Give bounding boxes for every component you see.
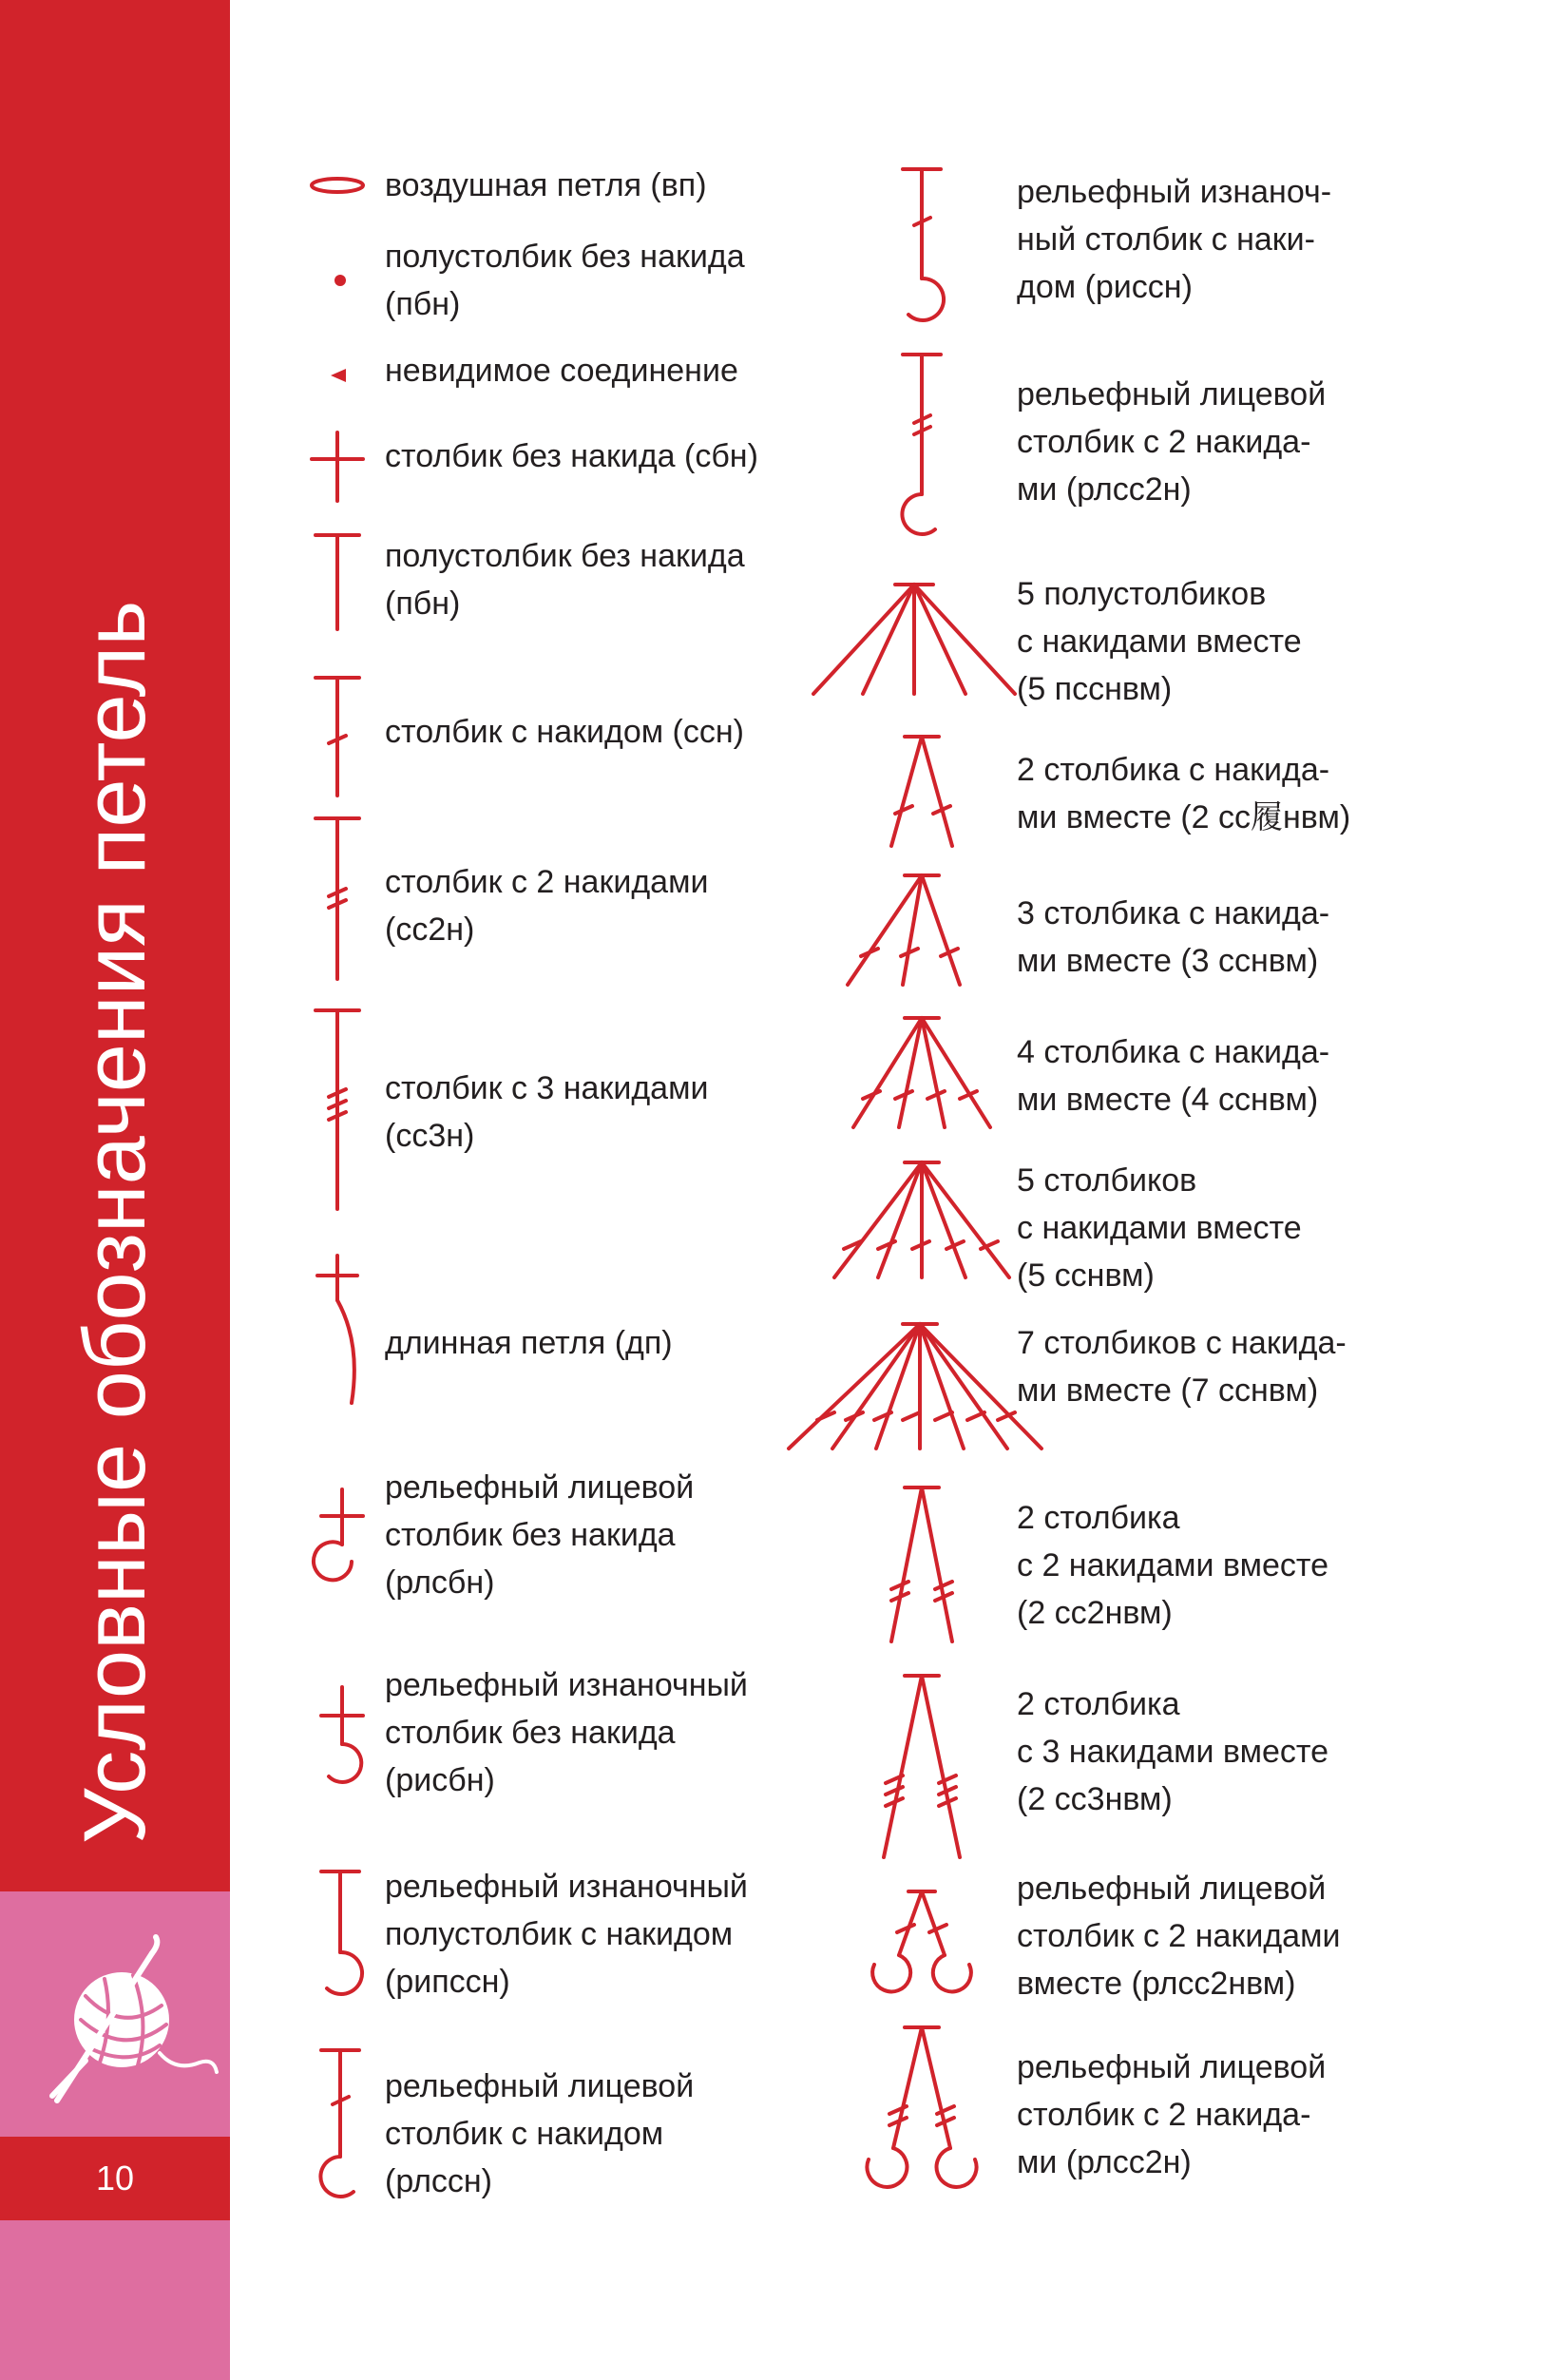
legend-label: 5 полустолбиков с накидами вместе (5 псснвм) — [1017, 576, 1302, 707]
dot-icon — [304, 271, 371, 290]
legend-label: рельефный изнаноч- ный столбик с наки- дом (риссн) — [1017, 174, 1332, 305]
legend-label: рельефный лицевой столбик с накидом (рлссн) — [385, 2068, 695, 2199]
legend-label: воздушная петля (вп) — [385, 167, 707, 203]
legend-label: 2 столбика с 2 накидами вместе (2 сс2нвм) — [1017, 1500, 1328, 1631]
yarn-ball-icon — [48, 1929, 219, 2110]
legend-label: 4 столбика с накида- ми вместе (4 сснвм) — [1017, 1034, 1330, 1118]
legend-label: рельефный лицевой столбик без накида (рлсбн) — [385, 1469, 695, 1601]
double-crochet-icon — [304, 675, 371, 798]
front-post-sc-icon — [304, 1488, 371, 1592]
page-title-wrap — [67, 276, 162, 1844]
legend-label: столбик с 3 накидами (сс3н) — [385, 1070, 709, 1154]
legend-label: 2 столбика с накида- ми вместе (2 сс履нвм) — [1017, 752, 1351, 835]
legend-label: рельефный лицевой столбик с 2 накида- ми (рлсс2н) — [1017, 2049, 1327, 2180]
legend-label: столбик с 2 накидами (сс2н) — [385, 864, 709, 948]
legend-label: рельефный изнаночный полустолбик с накидом (рипссн) — [385, 1869, 748, 2000]
sidebar — [0, 0, 230, 2380]
tr2tog-icon — [836, 1485, 1007, 1646]
back-post-hdc-icon — [304, 1869, 371, 2002]
dc3tog-icon — [817, 873, 1007, 991]
dtr2tog-icon — [836, 1673, 1007, 1861]
back-post-sc-icon — [304, 1685, 371, 1795]
front-post-tr-icon — [836, 352, 1007, 542]
legend-label: рельефный изнаночный столбик без накида (рисбн) — [385, 1667, 748, 1798]
legend-label: 3 столбика с накида- ми вместе (3 сснвм) — [1017, 895, 1330, 979]
double-treble-crochet-icon — [304, 1008, 371, 1212]
long-loop-icon — [304, 1253, 371, 1405]
back-post-dc-icon — [836, 166, 1007, 328]
hdc5tog-icon — [808, 582, 1017, 701]
legend-label: полустолбик без накида (пбн) — [385, 538, 745, 622]
front-post-tr2tog-icon — [836, 1889, 1007, 1993]
slip-stitch-icon — [304, 361, 371, 390]
legend-label: 2 столбика с 3 накидами вместе (2 сс3нвм) — [1017, 1686, 1328, 1817]
front-post-dc-icon — [304, 2047, 371, 2204]
legend-label: 5 столбиков с накидами вместе (5 сснвм) — [1017, 1162, 1302, 1294]
page-title: Условные обозначения петель — [67, 600, 163, 1844]
legend-label: невидимое соединение — [385, 353, 738, 389]
legend-label: рельефный лицевой столбик с 2 накидами вместе (рлсс2нвм) — [1017, 1871, 1341, 2002]
dc2tog-icon — [836, 734, 1007, 853]
chain-stitch-icon — [304, 171, 371, 200]
legend-label: столбик без накида (сбн) — [385, 438, 758, 474]
dc5tog-icon — [827, 1160, 1017, 1283]
legend-label: рельефный лицевой столбик с 2 накида- ми (рлсс2н) — [1017, 376, 1327, 508]
page-number: 10 — [95, 2159, 135, 2198]
legend-label: длинная петля (дп) — [385, 1325, 673, 1361]
legend-label: 7 столбиков с накида- ми вместе (7 сснвм) — [1017, 1325, 1347, 1409]
legend-label: столбик с накидом (ссн) — [385, 714, 744, 750]
dc7tog-icon — [787, 1321, 1043, 1454]
half-double-crochet-icon — [304, 532, 371, 632]
treble-crochet-icon — [304, 816, 371, 982]
single-crochet-icon — [304, 432, 371, 504]
front-post-tr2tog-long-icon — [836, 2025, 1007, 2196]
dc4tog-icon — [836, 1015, 1007, 1134]
legend-label: полустолбик без накида (пбн) — [385, 239, 745, 322]
